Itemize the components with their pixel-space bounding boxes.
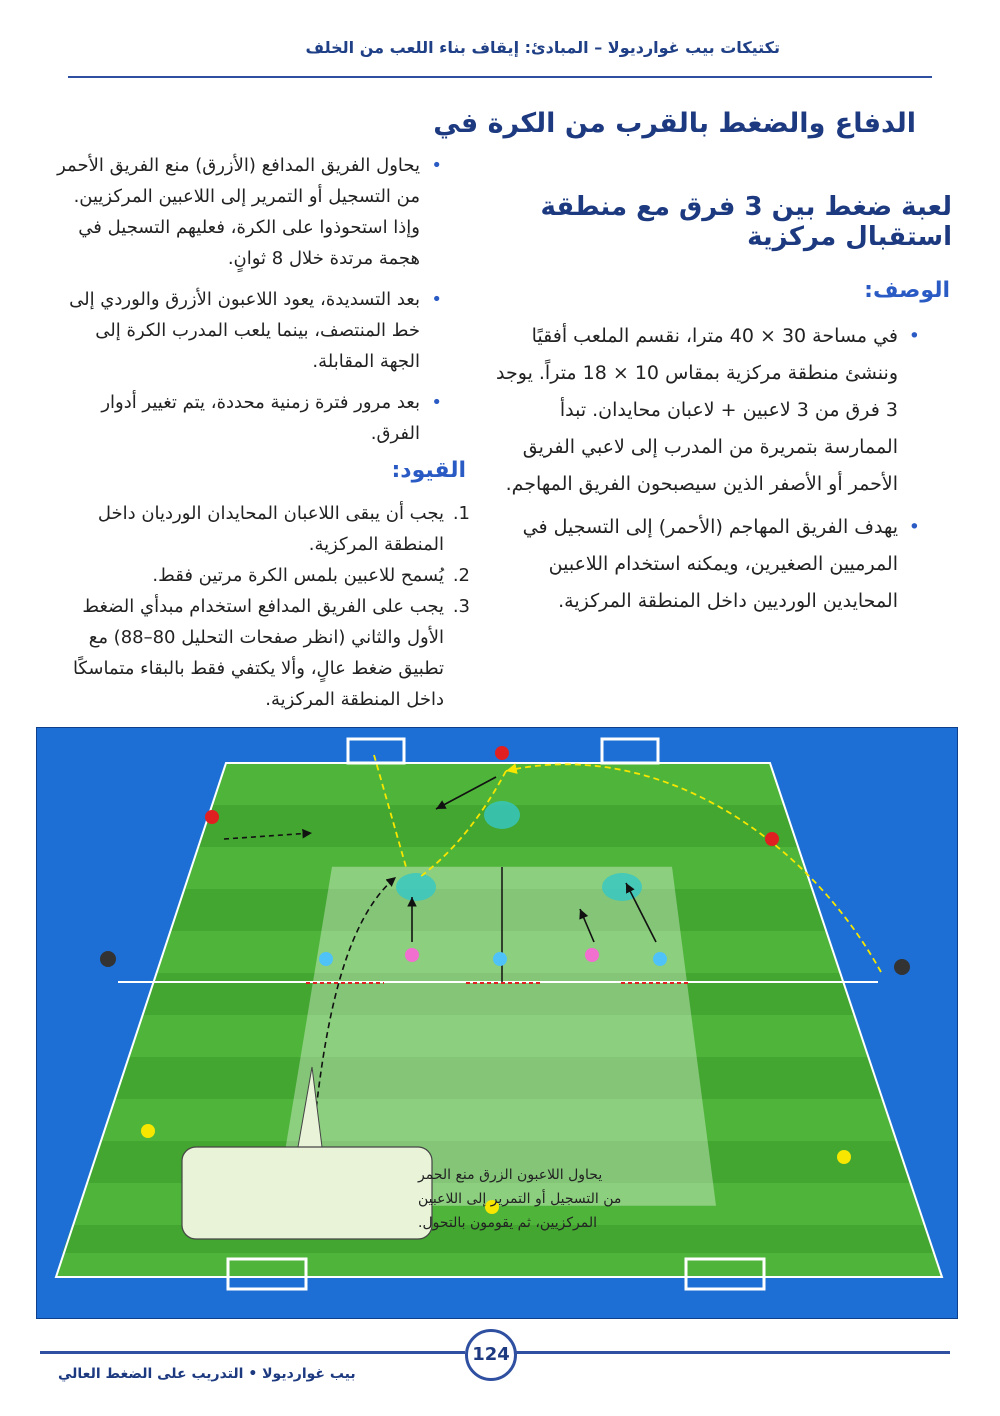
constraint-number: 3. (452, 596, 470, 617)
player-blue (493, 952, 507, 966)
callout-line: من التسجيل أو التمرير إلى اللاعبين (418, 1191, 622, 1207)
description-bullet: • في مساحة 30 × 40 مترا، نقسم الملعب أفقيًا وننشئ منطقة مركزية بمقاس 10 × 18 متراً. يوجد 3 فرق من 3 لاعبين + لاعبان محايدان. تبدأ الممارسة بتمريرة من المدرب إلى لاعبي الفريق الأحمر أو الأصفر الذين سيصبحون الفريق المهاجم. (480, 318, 920, 503)
constraints-list (50, 498, 470, 715)
player-red (765, 832, 779, 846)
coach-right (894, 959, 910, 975)
callout-line: يحاول اللاعبون الزرق منع الحمر (418, 1167, 603, 1183)
footer-rule-right (514, 1351, 950, 1354)
additional-bullet: • بعد التسديدة، يعود اللاعبون الأزرق والوردي إلى خط المنتصف، بينما يلعب المدرب الكرة إلى الجهة المقابلة. (52, 284, 442, 377)
constraint-item (50, 560, 470, 591)
constraint-item (50, 498, 470, 560)
player-pink (405, 948, 419, 962)
constraint-text: يجب أن يبقى اللاعبان المحايدان الورديان داخل المنطقة المركزية. (97, 503, 444, 555)
constraint-number: 1. (452, 503, 470, 524)
coach-left (100, 951, 116, 967)
page-title-line2: لعبة ضغط بين 3 فرق مع منطقة استقبال مركزية (540, 192, 952, 252)
additional-bullet: • بعد مرور فترة زمنية محددة، يتم تغيير أدوار الفرق. (52, 387, 442, 449)
constraints-heading: القيود: (391, 458, 466, 483)
description-bullet: • يهدف الفريق المهاجم (الأحمر) إلى التسجيل في المرميين الصغيرين، ويمكنه استخدام اللاعبين المحايدين الورديين داخل المنطقة المركزية. (480, 509, 920, 620)
player-yellow (141, 1124, 155, 1138)
additional-bullet: • يحاول الفريق المدافع (الأزرق) منع الفريق الأحمر من التسجيل أو التمرير إلى اللاعبين المركزيين. وإذا استحوذوا على الكرة، فعليهم التسجيل في هجمة مرتدة خلال 8 ثوانٍ. (52, 150, 442, 274)
footer-rule-left (40, 1351, 465, 1354)
player-yellow (837, 1150, 851, 1164)
running-header: تكتيكات بيب غوارديولا – المبادئ: إيقاف بناء اللعب من الخلف (305, 38, 780, 57)
callout-box (182, 1147, 432, 1239)
page-number: 124 (465, 1329, 517, 1381)
constraint-text: يجب على الفريق المدافع استخدام مبدأي الضغط الأول والثاني (انظر صفحات التحليل 80–88) مع تطبيق ضغط عالٍ، وألا يكتفي فقط بالبقاء متماسكًا داخل المنطقة المركزية. (72, 596, 444, 710)
footer-text: بيب غوارديولا • التدريب على الضغط العالي (58, 1366, 356, 1382)
player-blue (653, 952, 667, 966)
constraint-number: 2. (452, 565, 470, 586)
callout-line: المركزيين، ثم يقومون بالتحول. (418, 1215, 597, 1231)
constraint-item (50, 591, 470, 715)
description-heading: الوصف: (864, 278, 950, 303)
training-drill-diagram (36, 727, 958, 1319)
header-rule (68, 76, 932, 78)
page-title-line1: الدفاع والضغط بالقرب من الكرة في (433, 108, 916, 139)
player-red (205, 810, 219, 824)
player-red (495, 746, 509, 760)
player-blue (319, 952, 333, 966)
description-list (480, 318, 920, 626)
additional-bullets (52, 150, 442, 459)
constraint-text: يُسمح للاعبين بلمس الكرة مرتين فقط. (152, 565, 444, 586)
player-pink (585, 948, 599, 962)
